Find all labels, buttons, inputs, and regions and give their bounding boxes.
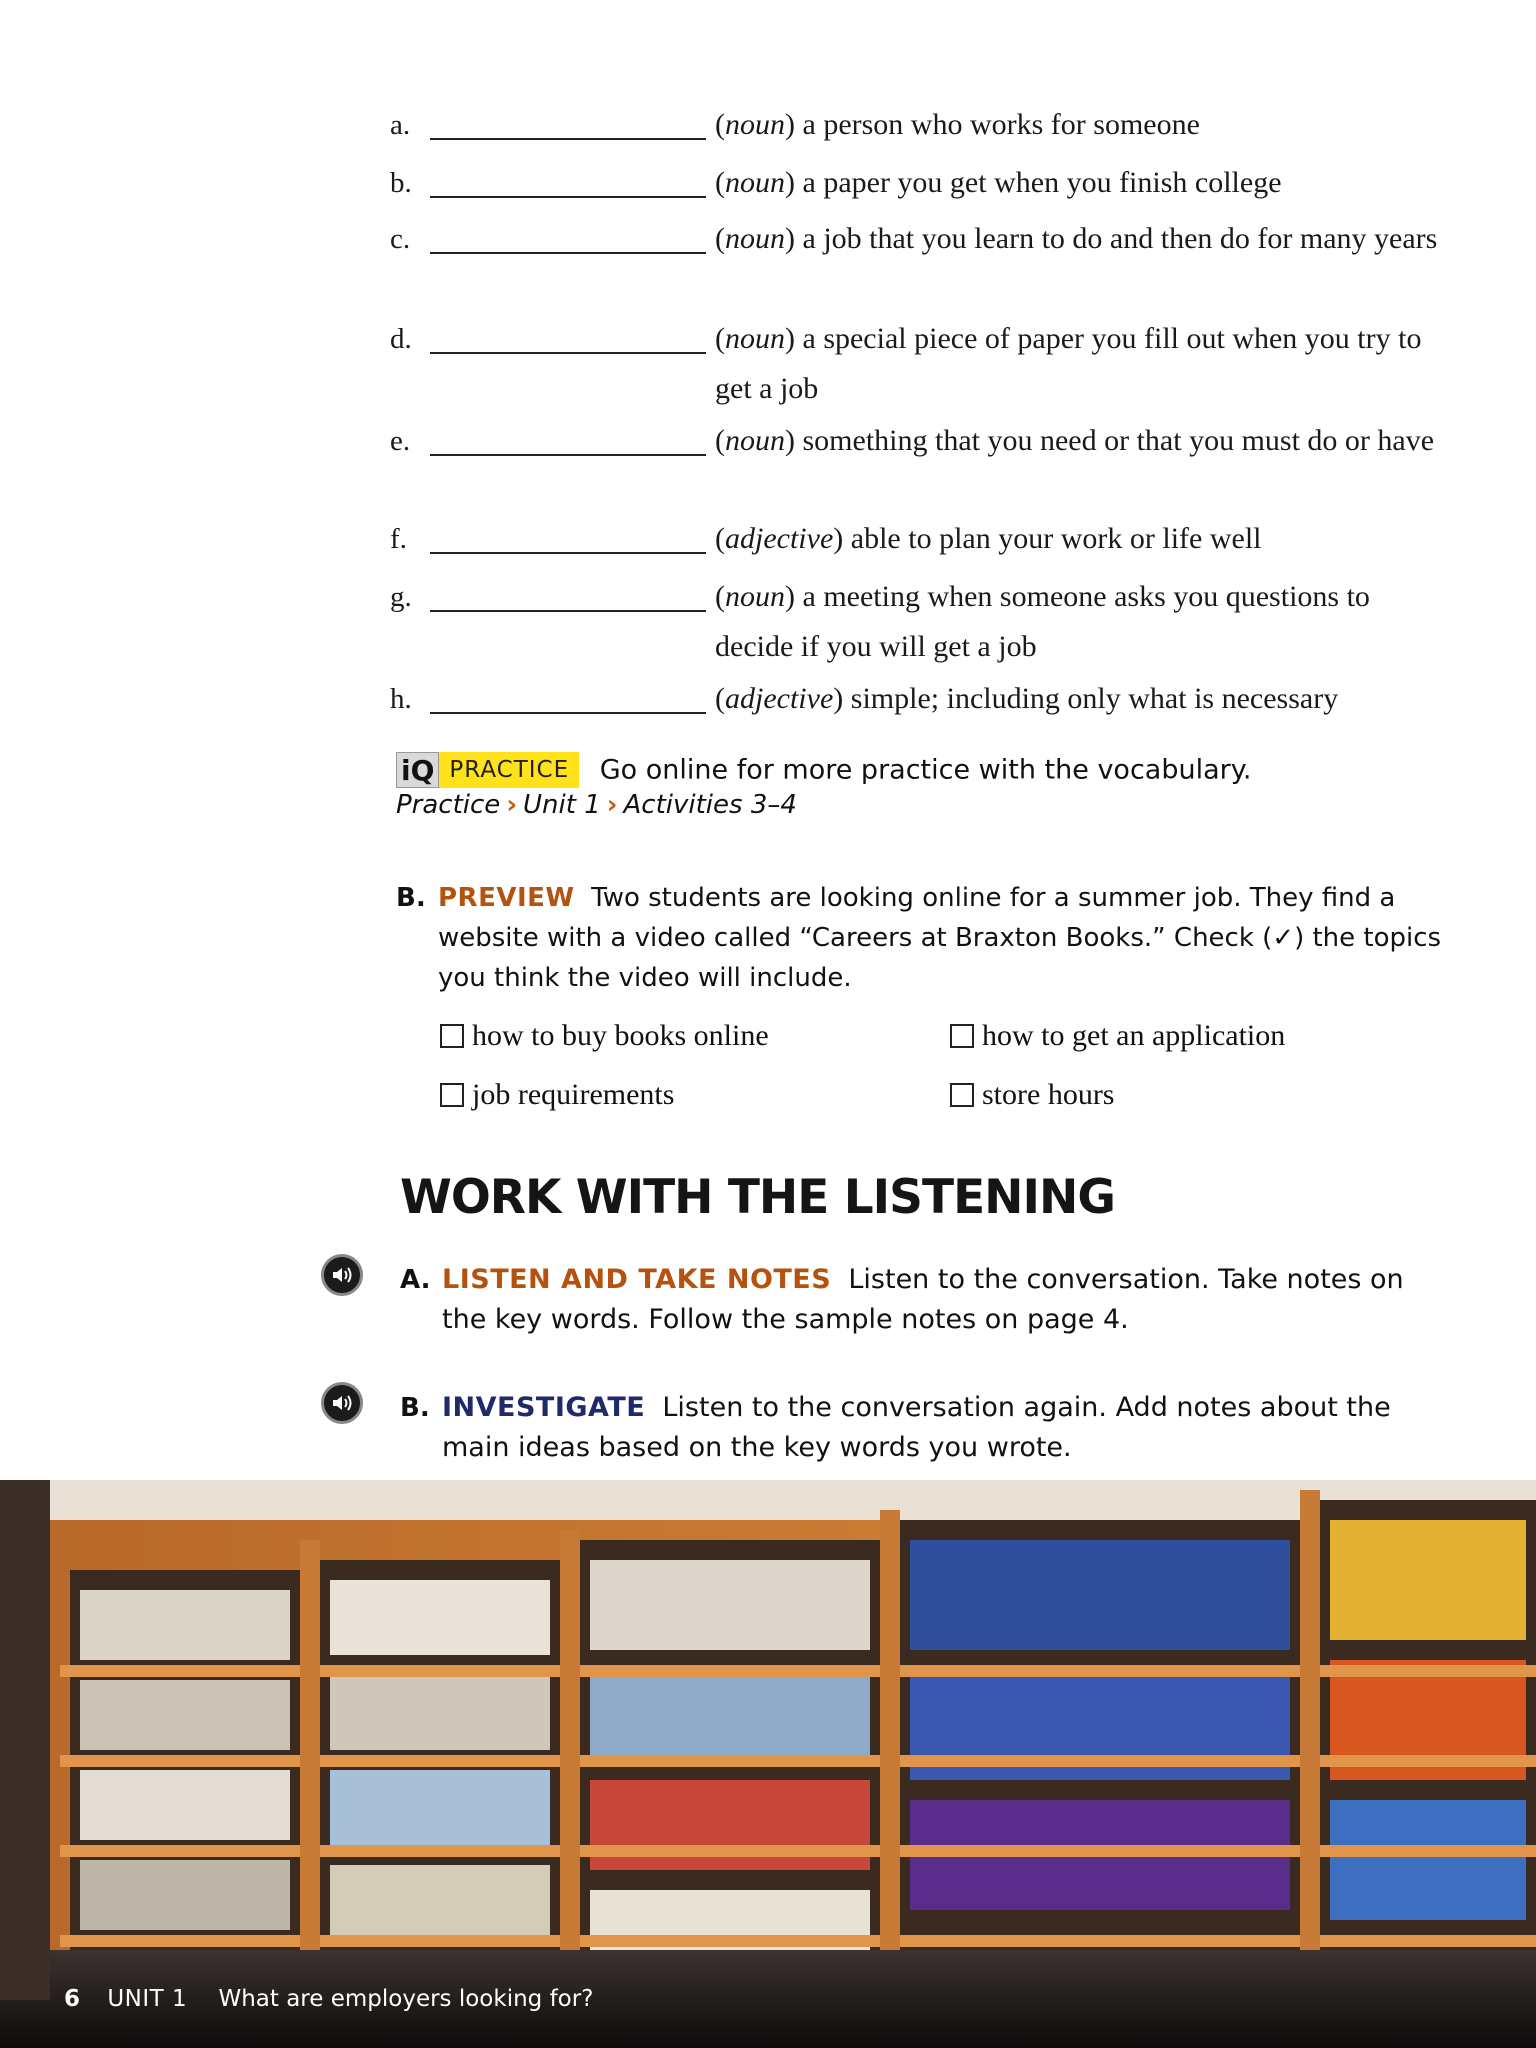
- exercise-instructions: Two students are looking online for a summer job. They find a website with a video called “Careers at Braxton Books.” Check (✓) the topics you think the video will include.: [438, 883, 1442, 993]
- checkbox-option[interactable]: [950, 1075, 1114, 1115]
- vocab-definition: (noun) something that you need or that you must do or have: [715, 424, 1435, 457]
- definition-text: a meeting when someone asks you questions to decide if you will get a job: [715, 580, 1370, 663]
- exercise-letter: A.: [400, 1265, 431, 1295]
- page-number: 6: [64, 1986, 81, 2012]
- iq-practice-banner: [396, 752, 1251, 788]
- part-of-speech: noun: [725, 222, 785, 255]
- exercise-instructions: Listen to the conversation. Take notes on the key words. Follow the sample notes on page 4.: [442, 1264, 1404, 1335]
- iq-practice-text: Go online for more practice with the vocabulary.: [599, 754, 1252, 786]
- vocab-letter: c.: [390, 223, 411, 255]
- unit-title: What are employers looking for?: [218, 1986, 594, 2012]
- unit-label: UNIT 1: [107, 1986, 188, 2012]
- vocab-definition: (adjective) able to plan your work or life well: [715, 522, 1262, 555]
- checkbox-option[interactable]: [440, 1016, 769, 1056]
- checkbox-icon[interactable]: [950, 1024, 974, 1048]
- exercise-keyword: INVESTIGATE: [442, 1392, 646, 1423]
- option-label: job requirements: [472, 1078, 675, 1111]
- part-of-speech: noun: [725, 166, 785, 199]
- part-of-speech: noun: [725, 580, 785, 613]
- exercise-body: [442, 1388, 1452, 1468]
- definition-text: a special piece of paper you fill out when you try to get a job: [715, 322, 1422, 405]
- checkbox-icon[interactable]: [440, 1024, 464, 1048]
- path-item-practice: Practice: [396, 790, 501, 820]
- vocab-letter: f.: [390, 523, 407, 555]
- listening-exercise-a: [400, 1260, 1460, 1344]
- vocab-definition: (noun) a special piece of paper you fill out when you try to get a job: [715, 322, 1422, 405]
- checkbox-option[interactable]: [950, 1016, 1285, 1056]
- answer-blank[interactable]: [430, 196, 706, 198]
- answer-blank[interactable]: [430, 454, 706, 456]
- chevron-right-icon: ›: [506, 790, 518, 820]
- definition-text: able to plan your work or life well: [850, 522, 1262, 555]
- answer-blank[interactable]: [430, 610, 706, 612]
- preview-exercise: [396, 878, 1456, 1002]
- definition-text: a paper you get when you finish college: [802, 166, 1282, 199]
- audio-icon[interactable]: [321, 1254, 363, 1296]
- vocab-definition: (noun) a meeting when someone asks you questions to decide if you will get a job: [715, 580, 1370, 663]
- vocab-letter: g.: [390, 581, 412, 613]
- part-of-speech: adjective: [725, 522, 834, 555]
- option-label: how to buy books online: [472, 1019, 769, 1052]
- definition-text: simple; including only what is necessary: [850, 682, 1339, 715]
- listening-exercise-b: [400, 1388, 1460, 1472]
- chevron-right-icon: ›: [606, 790, 618, 820]
- iq-practice-badge: [396, 752, 579, 788]
- definition-text: a job that you learn to do and then do for many years: [802, 222, 1438, 255]
- section-heading: WORK WITH THE LISTENING: [400, 1170, 1115, 1225]
- exercise-body: [438, 878, 1448, 998]
- part-of-speech: noun: [725, 108, 785, 141]
- vocab-letter: a.: [390, 109, 411, 141]
- exercise-instructions: Listen to the conversation again. Add notes about the main ideas based on the key words you wrote.: [442, 1392, 1391, 1463]
- bookstore-photo: [0, 1480, 1536, 2048]
- answer-blank[interactable]: [430, 552, 706, 554]
- vocab-definition: (adjective) simple; including only what is necessary: [715, 682, 1339, 715]
- part-of-speech: noun: [725, 424, 785, 457]
- checkbox-option[interactable]: [440, 1075, 674, 1115]
- exercise-letter: B.: [400, 1393, 430, 1423]
- part-of-speech: noun: [725, 322, 785, 355]
- iq-practice-label: PRACTICE: [439, 752, 579, 788]
- vocab-letter: d.: [390, 323, 412, 355]
- answer-blank[interactable]: [430, 138, 706, 140]
- exercise-keyword: LISTEN AND TAKE NOTES: [442, 1264, 832, 1295]
- page-footer: [64, 1986, 593, 2012]
- answer-blank[interactable]: [430, 352, 706, 354]
- vocab-letter: b.: [390, 167, 412, 199]
- definition-text: something that you need or that you must do or have: [802, 424, 1435, 457]
- option-label: how to get an application: [982, 1019, 1286, 1052]
- exercise-body: [442, 1260, 1452, 1340]
- vocab-definition: (noun) a paper you get when you finish college: [715, 166, 1282, 199]
- iq-logo: iQ: [396, 752, 439, 788]
- exercise-keyword: PREVIEW: [438, 883, 575, 913]
- part-of-speech: adjective: [725, 682, 834, 715]
- audio-icon[interactable]: [321, 1382, 363, 1424]
- checkbox-icon[interactable]: [440, 1083, 464, 1107]
- iq-practice-path[interactable]: [396, 790, 797, 820]
- exercise-letter: B.: [396, 883, 426, 913]
- definition-text: a person who works for someone: [802, 108, 1200, 141]
- checkbox-icon[interactable]: [950, 1083, 974, 1107]
- vocab-letter: h.: [390, 683, 412, 715]
- vocab-definition: (noun) a person who works for someone: [715, 108, 1200, 141]
- path-item-unit: Unit 1: [523, 790, 601, 820]
- answer-blank[interactable]: [430, 712, 706, 714]
- vocab-letter: e.: [390, 425, 411, 457]
- path-item-activities: Activities 3–4: [623, 790, 797, 820]
- vocab-definition: (noun) a job that you learn to do and then do for many years: [715, 222, 1438, 255]
- answer-blank[interactable]: [430, 252, 706, 254]
- option-label: store hours: [982, 1078, 1115, 1111]
